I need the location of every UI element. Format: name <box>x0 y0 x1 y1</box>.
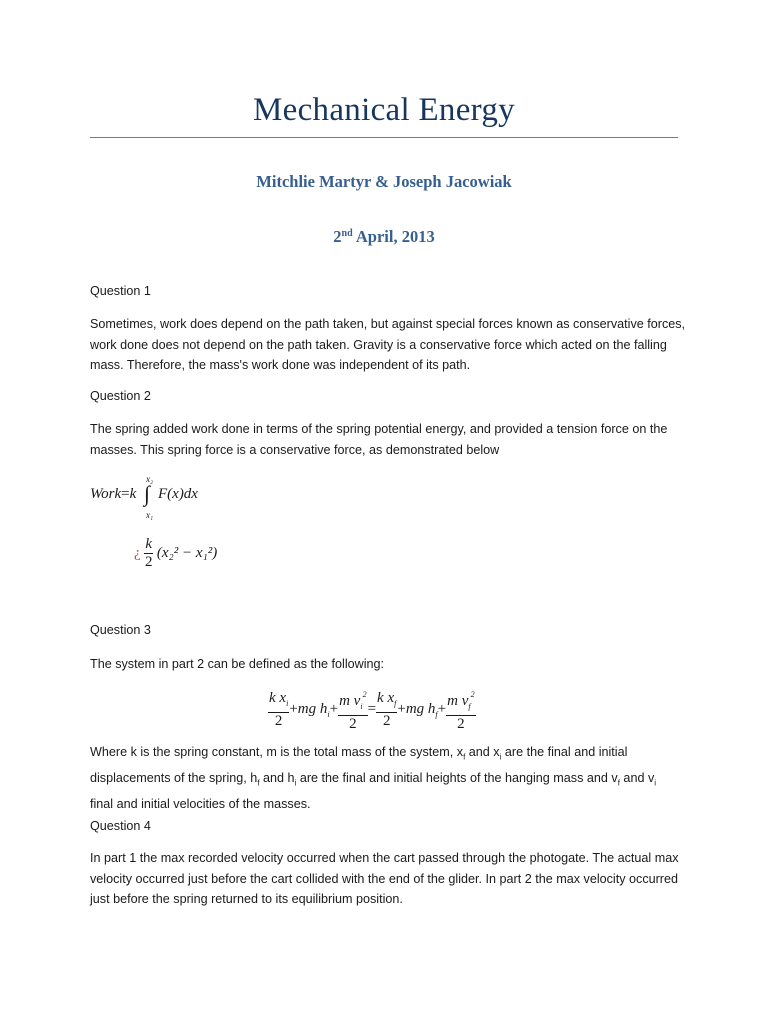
work-equation <box>90 486 136 503</box>
kinetic-energy-final: $\frac{m v_f^2}{2}$ <box>446 686 475 733</box>
question-1-heading: Question 1 <box>90 284 151 298</box>
spring-energy-final: $\frac{k x_f}{2}$ <box>377 689 397 729</box>
date-rest: April, 2013 <box>352 227 435 246</box>
kinetic-energy-initial: $\frac{m v_i^2}{2}$ <box>338 686 367 733</box>
date-day: 2 <box>333 227 342 246</box>
frac-denominator: 2 <box>145 554 153 570</box>
k-constant: k <box>129 486 137 502</box>
question-4-body: In part 1 the max recorded velocity occurred when the cart passed through the photogate. The actual max velocity occurred just before the cart collided with the end of the glider. In part 2 the max velocity occurred just before the spring returned to its equilibrium position. <box>90 851 679 906</box>
date <box>0 227 768 247</box>
paren-expression: (x₂² − x₁²) <box>156 544 218 561</box>
question-3-explanation: Where k is the spring constant, m is the total mass of the system, $x_f$ and $x_i$ are the final and initial displacements of the spring, $h_f$ and $h_i$ are the final and initial heights of the hanging mass and $v_f$ and $v_i$ final and initial velocities of the masses. <box>90 745 657 812</box>
document-title: Mechanical Energy <box>253 92 515 128</box>
integrand: F(x)dx <box>158 486 198 502</box>
question-2-body: The spring added work done in terms of the spring potential energy, and provided a tension force on the masses. This spring force is a conservative force, as demonstrated below <box>90 422 668 457</box>
question-3-heading: Question 3 <box>90 623 151 637</box>
date-ordinal: nd <box>341 228 353 239</box>
second-line-equation <box>134 536 217 571</box>
frac-numerator: k <box>145 536 153 552</box>
authors: Mitchlie Martyr & Joseph Jacowiak <box>256 172 512 191</box>
question-1-body: Sometimes, work does depend on the path taken, but against special forces known as conservative forces, work done does not depend on the path taken. Gravity is a conservative force which acted on the falling mass. Therefore, the mass's work done was independent of its path. <box>90 317 686 372</box>
integral-sign: ∫ <box>144 481 151 506</box>
lower-limit: x₁ <box>146 510 154 520</box>
equals-sign: = <box>121 486 130 502</box>
k-over-2-fraction <box>144 536 153 571</box>
question-2-heading: Question 2 <box>90 389 151 403</box>
question-4-heading: Question 4 <box>90 819 151 833</box>
work-lhs: Work <box>90 486 122 502</box>
upper-limit: x₂ <box>146 474 154 484</box>
question-3-body: The system in part 2 can be defined as the following: <box>90 657 385 671</box>
spring-energy-initial: $\frac{k x_i}{2}$ <box>269 689 289 729</box>
title-underline <box>90 137 678 138</box>
energy-equation: $\frac{k x_i}{2}$ +mg $h_i+$ $\frac{m v_i^2}{2}$ = $\frac{k x_f}{2}$ +mg $h_f+$ $\frac{m v_f^2}{2}$ <box>268 686 476 733</box>
inverted-question-mark: ¿ <box>134 544 141 561</box>
